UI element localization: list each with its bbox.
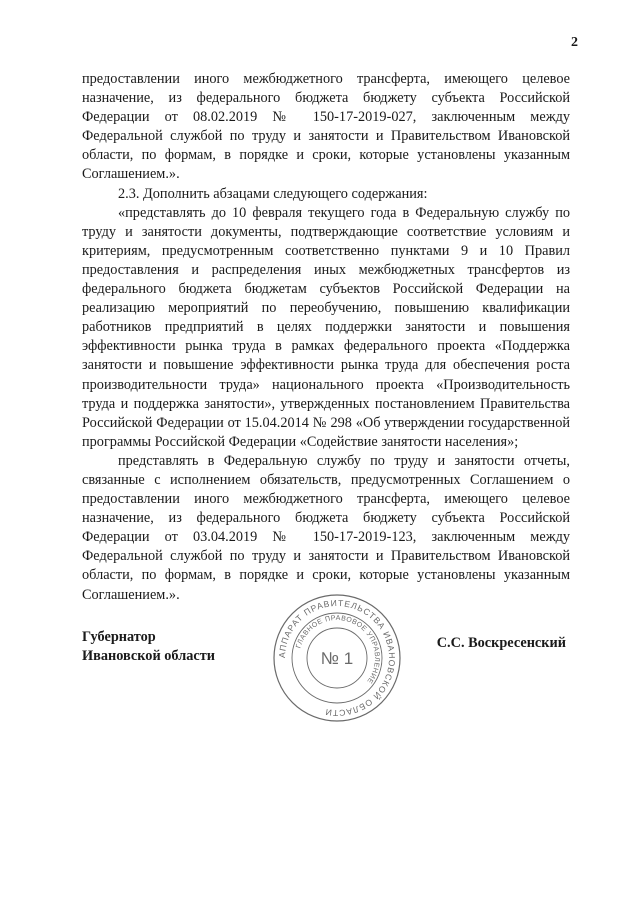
paragraph-3: «представлять до 10 февраля текущего года в Федеральную службу по труду и занятости документы, подтверждающие соответствие условиям и критериям, предусмотренным соответственно пунктами 9 и 10 Правил предоставления и распределения иных межбюджетных трансфертов из федерального бюджета бюджетам субъектов Российской Федерации на реализацию мероприятий по переобучению, повышению квалификации работников предприятий в целях поддержки занятости и повышения эффективности рынка труда в рамках федерального проекта «Поддержка занятости и повышение эффективности рынка труда для обеспечения роста производительности труда» национального проекта «Производительность труда и поддержка занятости», утвержденных постановлением Правительства Российской Федерации от 15.04.2014 № 298 «Об утверждении государственной программы Российской Федерации «Содействие занятости населения»; [82,204,570,450]
document-body [82,70,570,605]
stamp-number: № 1 [320,649,354,668]
signature-block [82,597,570,719]
signer-title-line1: Губернатор [82,629,156,645]
stamp-inner-text: ГЛАВНОЕ ПРАВОВОЕ УПРАВЛЕНИЕ [295,614,381,685]
paragraph-4: представлять в Федеральную службу по труду и занятости отчеты, связанные с исполнением обязательств, предусмотренных Соглашением о предоставлении иного межбюджетного трансферта, имеющего целевое назначение, из федерального бюджета бюджету субъекта Российской Федерации от 03.04.2019 № 150-17-2019-123, заключенным между Федеральной службой по труду и занятости и Правительством Ивановской области, по формам, в порядке и сроки, которые установлены указанным Соглашением.». [82,452,570,603]
signer-title [82,628,215,666]
signer-name: С.С. Воскресенский [436,635,566,651]
paragraph-1: предоставлении иного межбюджетного трансферта, имеющего целевое назначение, из федерального бюджета бюджету субъекта Российской Федерации от 08.02.2019 № 150-17-2019-027, заключенным между Федеральной службой по труду и занятости и Правительством Ивановской области, по формам, в порядке и сроки, которые установлены указанным Соглашением.». [82,71,570,183]
page-number: 2 [571,35,578,50]
paragraph-2: 2.3. Дополнить абзацами следующего содержания: [118,185,428,202]
signer-title-line2: Ивановской области [82,648,215,664]
stamp-ring-text: АППАРАТ ПРАВИТЕЛЬСТВА ИВАНОВСКОЙ ОБЛАСТИ [276,597,398,719]
official-stamp [271,592,403,724]
stamp-graphic [271,592,403,724]
